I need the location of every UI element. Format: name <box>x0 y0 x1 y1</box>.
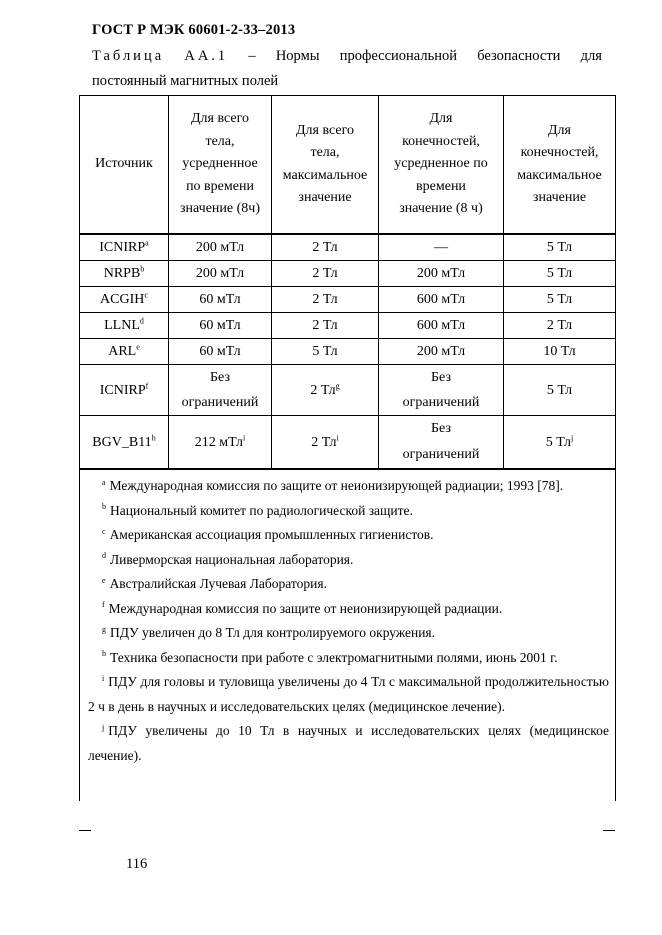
footnote <box>88 719 609 768</box>
footnote-marker: h <box>102 649 106 658</box>
value-cell <box>169 313 272 339</box>
footnote-marker: e <box>136 341 140 351</box>
header-line: усредненное <box>182 156 258 172</box>
footnote-marker: f <box>102 600 105 609</box>
source-name: BGV_B11 <box>92 434 152 450</box>
document-header: ГОСТ Р МЭК 60601-2-33–2013 <box>92 22 296 38</box>
source-cell <box>80 416 169 470</box>
value-cell <box>272 313 379 339</box>
footnote-marker: e <box>102 575 106 585</box>
cell-line: 2 Тл <box>312 291 338 307</box>
value-cell <box>272 339 379 365</box>
footnote-marker: g <box>335 380 340 390</box>
cell-line: 5 Тл <box>545 434 572 450</box>
norms-table <box>79 95 616 801</box>
header-line: по времени <box>186 178 254 194</box>
footnote-marker: j <box>571 432 574 442</box>
footnote-text: Международная комиссия по защите от неионизирующей радиации; 1993 [78]. <box>109 478 564 493</box>
footnotes-row <box>80 469 616 801</box>
cell-line: 2 Тл <box>312 239 338 255</box>
value-cell <box>272 234 379 261</box>
value-cell <box>169 416 272 470</box>
cell-line: Без <box>210 370 230 385</box>
cell-line: ограничений <box>181 395 259 410</box>
cell-line: 2 Тл <box>312 265 338 281</box>
column-header <box>272 96 379 235</box>
source-name: NRPB <box>103 265 141 281</box>
cell-line: 10 Тл <box>543 343 576 359</box>
table-row <box>80 234 616 261</box>
cell-line: ограничений <box>402 447 480 462</box>
table-row <box>80 313 616 339</box>
header-line: конечностей, <box>402 133 480 149</box>
frame-tick-left <box>79 830 91 831</box>
source-cell <box>80 313 169 339</box>
caption-line-2: постоянный магнитных полей <box>92 73 279 89</box>
caption-word: АА.1 <box>184 48 229 64</box>
source-cell <box>80 261 169 287</box>
source-cell <box>80 339 169 365</box>
header-line: максимальное <box>282 167 368 183</box>
cell-line: 212 мТл <box>194 434 243 450</box>
table-row <box>80 261 616 287</box>
header-line: Для <box>548 122 571 138</box>
value-cell <box>379 416 504 470</box>
table-row <box>80 287 616 313</box>
column-header <box>379 96 504 235</box>
header-line: конечностей, <box>520 145 599 160</box>
cell-line: 5 Тл <box>546 239 573 255</box>
header-line: Для всего <box>191 111 249 127</box>
value-cell <box>504 416 616 470</box>
cell-line: 5 Тл <box>546 382 573 398</box>
footnote-marker: d <box>139 315 144 325</box>
value-cell <box>504 313 616 339</box>
header-line: значение (8 ч) <box>399 201 483 217</box>
caption-word: Таблица <box>92 48 165 64</box>
footnote-text: ПДУ увеличены до 10 Тл в научных и исследовательских целях (медицинское лечение). <box>88 723 609 763</box>
value-cell <box>379 261 504 287</box>
header-line: максимальное <box>517 167 602 183</box>
footnote-marker: i <box>336 432 339 442</box>
header-line: Для <box>429 111 453 127</box>
cell-line: 5 Тл <box>546 265 573 281</box>
footnote-marker: a <box>102 477 106 487</box>
value-cell <box>379 287 504 313</box>
value-cell <box>379 339 504 365</box>
footnote <box>88 572 609 597</box>
source-name: ICNIRP <box>99 239 146 255</box>
cell-line: 2 Тл <box>546 317 573 333</box>
footnote <box>88 670 609 719</box>
table-header-row <box>80 96 616 235</box>
header-line: Источник <box>95 156 153 172</box>
frame-tick-right <box>603 830 615 831</box>
header-line: времени <box>416 178 466 194</box>
header-line: тела, <box>205 133 235 149</box>
footnote-marker: c <box>144 289 148 299</box>
value-cell <box>272 365 379 416</box>
cell-line: 2 Тл <box>311 434 337 450</box>
cell-line: — <box>434 239 448 255</box>
value-cell <box>169 365 272 416</box>
cell-line: 200 мТл <box>416 343 466 359</box>
footnote-text: ПДУ для головы и туловища увеличены до 4 Тл с максимальной продолжительностью 2 ч в день в научных и исследовательских целях (медицинское лечение). <box>88 674 609 714</box>
header-line: тела, <box>310 145 340 160</box>
value-cell <box>272 416 379 470</box>
footnote-marker: b <box>140 263 145 273</box>
header-line: значение (8ч) <box>180 201 260 217</box>
footnote <box>88 474 609 499</box>
cell-line: 5 Тл <box>546 291 573 307</box>
header-line: значение <box>298 190 352 205</box>
page-number: 116 <box>126 856 148 872</box>
cell-line: 5 Тл <box>312 343 338 359</box>
footnote <box>88 548 609 573</box>
footnote-marker: b <box>102 502 106 511</box>
column-header <box>80 96 169 235</box>
footnote-text: Ливерморская национальная лаборатория. <box>110 551 354 567</box>
footnote-marker: h <box>151 432 156 442</box>
value-cell <box>272 261 379 287</box>
header-line: значение <box>532 190 587 205</box>
value-cell <box>504 287 616 313</box>
footnote-text: Техника безопасности при работе с электромагнитными полями, июнь 2001 г. <box>110 649 558 665</box>
caption-word: для <box>580 48 602 64</box>
source-cell <box>80 365 169 416</box>
cell-line: 60 мТл <box>199 317 241 333</box>
value-cell <box>379 365 504 416</box>
footnote <box>88 523 609 548</box>
footnote-marker: j <box>102 722 105 732</box>
value-cell <box>379 313 504 339</box>
footnote-marker: f <box>145 380 149 390</box>
footnote-marker: d <box>102 551 106 560</box>
value-cell <box>504 339 616 365</box>
source-cell <box>80 234 169 261</box>
source-name: ARL <box>108 343 137 359</box>
value-cell <box>169 234 272 261</box>
value-cell <box>169 261 272 287</box>
caption-word: безопасности <box>477 48 561 64</box>
footnote-marker: i <box>102 673 105 683</box>
cell-line: 60 мТл <box>199 343 241 359</box>
footnote <box>88 621 609 646</box>
caption-word: профессиональной <box>339 48 457 64</box>
header-line: Для всего <box>296 122 354 138</box>
footnote-marker: a <box>145 237 149 247</box>
value-cell <box>272 287 379 313</box>
footnote-text: Национальный комитет по радиологической защите. <box>110 502 413 518</box>
footnote <box>88 597 609 622</box>
table-row <box>80 416 616 470</box>
cell-line: ограничений <box>402 395 480 410</box>
cell-line: Без <box>431 370 451 385</box>
column-header <box>169 96 272 235</box>
table-row <box>80 339 616 365</box>
source-name: ACGIH <box>100 291 145 307</box>
value-cell <box>169 339 272 365</box>
cell-line: Без <box>431 421 451 436</box>
footnote-text: Американская ассоциация промышленных гигиенистов. <box>109 527 434 542</box>
footnote-text: ПДУ увеличен до 8 Тл для контролируемого окружения. <box>110 625 436 640</box>
footnote <box>88 499 609 524</box>
column-header <box>504 96 616 235</box>
caption-word: Нормы <box>275 48 320 64</box>
footnote-marker: g <box>102 624 106 634</box>
cell-line: 2 Тл <box>312 317 338 333</box>
value-cell <box>504 261 616 287</box>
footnotes-cell <box>80 469 616 801</box>
cell-line: 600 мТл <box>416 317 466 333</box>
footnote-text: Австралийская Лучевая Лаборатория. <box>109 576 327 591</box>
footnote-marker: i <box>242 432 246 442</box>
source-cell <box>80 287 169 313</box>
table-row <box>80 365 616 416</box>
footnote-text: Международная комиссия по защите от неионизирующей радиации. <box>108 600 503 616</box>
value-cell <box>504 234 616 261</box>
footnote-marker: c <box>102 526 106 536</box>
header-line: усредненное по <box>394 156 488 172</box>
caption-word: – <box>248 48 256 64</box>
footnote <box>88 646 609 671</box>
cell-line: 200 мТл <box>416 265 466 281</box>
value-cell <box>504 365 616 416</box>
source-name: ICNIRP <box>99 382 146 398</box>
value-cell <box>169 287 272 313</box>
value-cell <box>379 234 504 261</box>
cell-line: 200 мТл <box>195 265 245 281</box>
source-name: LLNL <box>104 317 140 333</box>
cell-line: 2 Тл <box>310 382 336 398</box>
cell-line: 200 мТл <box>195 239 245 255</box>
cell-line: 600 мТл <box>416 291 466 307</box>
table-caption <box>92 44 602 94</box>
cell-line: 60 мТл <box>199 291 241 307</box>
